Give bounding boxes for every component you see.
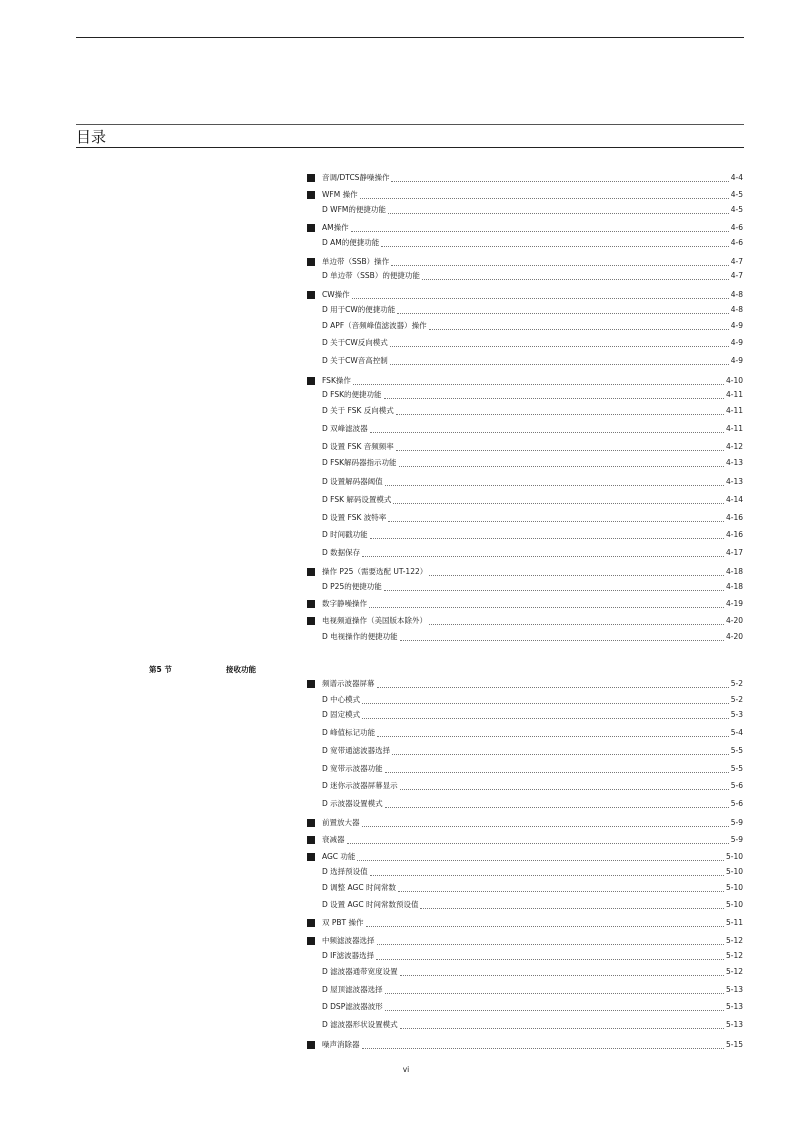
square-bullet-icon — [307, 819, 315, 827]
toc-sub-entry[interactable] — [322, 529, 743, 541]
toc-entry-page: 5-12 — [725, 951, 743, 960]
toc-sub-entry[interactable] — [322, 950, 743, 962]
toc-entry-page: 5-12 — [725, 967, 743, 976]
toc-sub-entry[interactable] — [322, 441, 743, 453]
dot-leader — [362, 556, 724, 557]
dot-leader — [400, 640, 724, 641]
toc-entry-label: D 时间戳功能 — [322, 530, 368, 539]
dot-leader — [362, 718, 729, 719]
toc-entry-page: 4-14 — [725, 495, 743, 504]
toc-entry-page: 4-9 — [730, 356, 743, 365]
toc-entry-label: D 迷你示波器屏幕显示 — [322, 781, 398, 790]
dot-leader — [370, 875, 724, 876]
toc-entry-label: D 宽带示波器功能 — [322, 764, 383, 773]
dot-leader — [422, 279, 729, 280]
square-bullet-icon — [307, 919, 315, 927]
section-number: 第5 节 — [149, 665, 172, 674]
toc-entry-page: 5-4 — [730, 728, 743, 737]
toc-entry-label: 双 PBT 操作 — [322, 918, 364, 927]
toc-entry-label: 数字静噪操作 — [322, 599, 367, 608]
toc-entry-page: 4-6 — [730, 238, 743, 247]
toc-entry-page: 4-18 — [725, 582, 743, 591]
toc-sub-entry[interactable] — [322, 512, 743, 524]
square-bullet-icon — [307, 680, 315, 688]
toc-main-entry[interactable] — [307, 615, 743, 627]
toc-entry-label: AGC 功能 — [322, 852, 356, 861]
dot-leader — [391, 265, 729, 266]
toc-entry-label: D 调整 AGC 时间常数 — [322, 883, 396, 892]
toc-entry-page: 4-4 — [730, 173, 743, 182]
toc-sub-entry[interactable] — [322, 798, 743, 810]
toc-entry-page: 4-7 — [730, 257, 743, 266]
toc-main-entry[interactable] — [307, 834, 743, 846]
toc-entry-page: 5-6 — [730, 799, 743, 808]
square-bullet-icon — [307, 191, 315, 199]
square-bullet-icon — [307, 174, 315, 182]
toc-sub-entry[interactable] — [322, 457, 743, 469]
toc-entry-label: 衰减器 — [322, 835, 345, 844]
square-bullet-icon — [307, 937, 315, 945]
page-title: 目录 — [76, 128, 107, 146]
toc-main-entry[interactable] — [307, 817, 743, 829]
toc-entry-label: D FSK的便捷功能 — [322, 390, 382, 399]
dot-leader — [400, 975, 724, 976]
toc-main-entry[interactable] — [307, 598, 743, 610]
toc-entry-page: 5-5 — [730, 746, 743, 755]
square-bullet-icon — [307, 377, 315, 385]
toc-entry-label: D 设置 AGC 时间常数预设值 — [322, 900, 419, 909]
toc-entry-page: 4-18 — [725, 567, 743, 576]
toc-entry-label: D 单边带（SSB）的便捷功能 — [322, 271, 420, 280]
toc-entry-label: D 设置 FSK 波特率 — [322, 513, 387, 522]
toc-entry-label: D DSP滤波器波形 — [322, 1002, 383, 1011]
toc-entry-page: 4-5 — [730, 205, 743, 214]
dot-leader — [400, 1028, 724, 1029]
toc-entry-page: 4-7 — [730, 271, 743, 280]
toc-main-entry[interactable] — [307, 917, 743, 929]
toc-sub-entry[interactable] — [322, 899, 743, 911]
toc-sub-entry[interactable] — [322, 494, 743, 506]
toc-entry-page: 4-16 — [725, 530, 743, 539]
toc-sub-entry[interactable] — [322, 581, 743, 593]
toc-entry-label: D 选择预设值 — [322, 867, 368, 876]
dot-leader — [385, 993, 724, 994]
toc-sub-entry[interactable] — [322, 709, 743, 721]
toc-entry-label: D 固定模式 — [322, 710, 361, 719]
toc-entry-label: CW操作 — [322, 290, 350, 299]
square-bullet-icon — [307, 617, 315, 625]
toc-main-entry[interactable] — [307, 375, 743, 387]
toc-entry-page: 5-15 — [725, 1040, 743, 1049]
dot-leader — [366, 926, 724, 927]
toc-sub-entry[interactable] — [322, 476, 743, 488]
toc-entry-page: 5-3 — [730, 710, 743, 719]
toc-entry-label: D 双峰滤波器 — [322, 424, 368, 433]
toc-main-entry[interactable] — [307, 189, 743, 201]
dot-leader — [429, 575, 724, 576]
toc-sub-entry[interactable] — [322, 270, 743, 282]
dot-leader — [396, 450, 724, 451]
toc-entry-label: D 用于CW的便捷功能 — [322, 305, 396, 314]
dot-leader — [352, 298, 729, 299]
dot-leader — [400, 789, 729, 790]
toc-entry-page: 4-12 — [725, 442, 743, 451]
dot-leader — [369, 607, 724, 608]
toc-entry-page: 4-6 — [730, 223, 743, 232]
dot-leader — [377, 736, 729, 737]
square-bullet-icon — [307, 1041, 315, 1049]
toc-sub-entry[interactable] — [322, 405, 743, 417]
toc-sub-entry[interactable] — [322, 389, 743, 401]
toc-main-entry[interactable] — [307, 566, 743, 578]
toc-main-entry[interactable] — [307, 289, 743, 301]
dot-leader — [396, 414, 724, 415]
dot-leader — [388, 521, 724, 522]
toc-entry-page: 5-10 — [725, 883, 743, 892]
toc-entry-label: 前置放大器 — [322, 818, 360, 827]
toc-main-entry[interactable] — [307, 851, 743, 863]
dot-leader — [385, 807, 729, 808]
toc-sub-entry[interactable] — [322, 966, 743, 978]
dot-leader — [377, 687, 729, 688]
toc-entry-label: D 滤波器通带宽度设置 — [322, 967, 398, 976]
dot-leader — [398, 891, 724, 892]
toc-entry-label: D 屋顶滤波器选择 — [322, 985, 383, 994]
toc-entry-page: 5-13 — [725, 1002, 743, 1011]
toc-main-entry[interactable] — [307, 1039, 743, 1051]
toc-sub-entry[interactable] — [322, 355, 743, 367]
toc-entry-page: 5-10 — [725, 900, 743, 909]
toc-entry-label: 电视频道操作（美国版本除外） — [322, 616, 427, 625]
toc-entry-label: D IF滤波器选择 — [322, 951, 375, 960]
dot-leader — [391, 181, 728, 182]
toc-entry-label: D 滤波器形状设置模式 — [322, 1020, 398, 1029]
toc-entry-label: 单边带（SSB）操作 — [322, 257, 390, 266]
toc-entry-page: 5-6 — [730, 781, 743, 790]
toc-entry-page: 5-11 — [725, 918, 743, 927]
toc-entry-label: D 设置 FSK 音频频率 — [322, 442, 394, 451]
dot-leader — [347, 843, 729, 844]
toc-sub-entry[interactable] — [322, 304, 743, 316]
toc-entry-label: D WFM的便捷功能 — [322, 205, 386, 214]
toc-entry-page: 4-10 — [725, 376, 743, 385]
dot-leader — [390, 364, 729, 365]
toc-entry-label: D P25的便捷功能 — [322, 582, 382, 591]
square-bullet-icon — [307, 568, 315, 576]
toc-entry-label: D 峰值标记功能 — [322, 728, 376, 737]
toc-entry-page: 5-10 — [725, 867, 743, 876]
toc-entry-page: 5-5 — [730, 764, 743, 773]
toc-entry-page: 4-9 — [730, 321, 743, 330]
toc-main-entry[interactable] — [307, 678, 743, 690]
toc-entry-label: D 关于 FSK 反向模式 — [322, 406, 394, 415]
toc-entry-page: 5-9 — [730, 818, 743, 827]
toc-sub-entry[interactable] — [322, 984, 743, 996]
toc-sub-entry[interactable] — [322, 320, 743, 332]
dot-leader — [390, 346, 729, 347]
toc-entry-label: D 电视操作的便捷功能 — [322, 632, 398, 641]
square-bullet-icon — [307, 853, 315, 861]
toc-entry-label: D FSK解码器指示功能 — [322, 458, 397, 467]
dot-leader — [420, 908, 723, 909]
toc-sub-entry[interactable] — [322, 763, 743, 775]
dot-leader — [377, 944, 724, 945]
toc-entry-page: 5-9 — [730, 835, 743, 844]
dot-leader — [362, 1048, 724, 1049]
square-bullet-icon — [307, 600, 315, 608]
section-name: 接收功能 — [226, 665, 256, 674]
toc-entry-label: AM操作 — [322, 223, 349, 232]
square-bullet-icon — [307, 291, 315, 299]
toc-entry-label: D APF（音频峰值滤波器）操作 — [322, 321, 427, 330]
toc-sub-entry[interactable] — [322, 237, 743, 249]
toc-entry-page: 4-5 — [730, 190, 743, 199]
toc-entry-label: 中频滤波器选择 — [322, 936, 375, 945]
dot-leader — [429, 624, 724, 625]
toc-entry-label: WFM 操作 — [322, 190, 358, 199]
toc-entry-page: 4-9 — [730, 338, 743, 347]
dot-leader — [362, 826, 729, 827]
toc-entry-label: 音调/DTCS静噪操作 — [322, 173, 390, 182]
toc-entry-page: 5-10 — [725, 852, 743, 861]
dot-leader — [351, 231, 729, 232]
toc-entry-label: D 关于CW音高控制 — [322, 356, 388, 365]
toc-entry-label: 操作 P25（需要选配 UT-122） — [322, 567, 428, 576]
footer-page-number: vi — [402, 1065, 410, 1074]
toc-main-entry[interactable] — [307, 935, 743, 947]
toc-sub-entry[interactable] — [322, 882, 743, 894]
toc-main-entry[interactable] — [307, 222, 743, 234]
toc-entry-page: 4-16 — [725, 513, 743, 522]
toc-sub-entry[interactable] — [322, 204, 743, 216]
toc-entry-label: 噪声消除器 — [322, 1040, 360, 1049]
toc-entry-label: D FSK 解码设置模式 — [322, 495, 392, 504]
toc-entry-label: D AM的便捷功能 — [322, 238, 380, 247]
toc-entry-page: 5-13 — [725, 1020, 743, 1029]
dot-leader — [370, 538, 724, 539]
toc-entry-page: 4-13 — [725, 477, 743, 486]
toc-sub-entry[interactable] — [322, 547, 743, 559]
dot-leader — [399, 466, 724, 467]
toc-entry-label: D 示波器设置模式 — [322, 799, 383, 808]
toc-sub-entry[interactable] — [322, 1019, 743, 1031]
toc-sub-entry[interactable] — [322, 423, 743, 435]
square-bullet-icon — [307, 224, 315, 232]
toc-entry-label: 频谱示波器屏幕 — [322, 679, 375, 688]
toc-entry-page: 4-8 — [730, 305, 743, 314]
toc-entry-page: 4-17 — [725, 548, 743, 557]
toc-entry-page: 4-8 — [730, 290, 743, 299]
toc-entry-label: D 关于CW反向模式 — [322, 338, 388, 347]
dot-leader — [388, 213, 729, 214]
dot-leader — [397, 313, 728, 314]
dot-leader — [353, 384, 724, 385]
toc-entry-page: 4-20 — [725, 632, 743, 641]
toc-entry-page: 5-2 — [730, 679, 743, 688]
dot-leader — [357, 860, 724, 861]
dot-leader — [376, 959, 724, 960]
toc-entry-page: 5-12 — [725, 936, 743, 945]
toc-sub-entry[interactable] — [322, 866, 743, 878]
toc-entry-page: 5-13 — [725, 985, 743, 994]
dot-leader — [384, 590, 724, 591]
toc-entry-page: 4-11 — [725, 390, 743, 399]
dot-leader — [385, 772, 729, 773]
dot-leader — [392, 754, 729, 755]
toc-sub-entry[interactable] — [322, 745, 743, 757]
dot-leader — [429, 329, 729, 330]
toc-sub-entry[interactable] — [322, 694, 743, 706]
toc-sub-entry[interactable] — [322, 780, 743, 792]
toc-entry-page: 4-20 — [725, 616, 743, 625]
toc-sub-entry[interactable] — [322, 631, 743, 643]
dot-leader — [360, 198, 729, 199]
dot-leader — [362, 703, 729, 704]
toc-entry-page: 4-19 — [725, 599, 743, 608]
dot-leader — [385, 1010, 724, 1011]
toc-entry-page: 5-2 — [730, 695, 743, 704]
toc-entry-page: 4-13 — [725, 458, 743, 467]
toc-entry-label: D 设置解码器阈值 — [322, 477, 383, 486]
toc-entry-label: D 宽带通滤波器选择 — [322, 746, 391, 755]
toc-main-entry[interactable] — [307, 256, 743, 268]
dot-leader — [381, 246, 728, 247]
square-bullet-icon — [307, 258, 315, 266]
toc-sub-entry[interactable] — [322, 727, 743, 739]
dot-leader — [393, 503, 724, 504]
toc-entry-page: 4-11 — [725, 424, 743, 433]
toc-entry-label: D 数据保存 — [322, 548, 361, 557]
toc-entry-label: D 中心模式 — [322, 695, 361, 704]
dot-leader — [370, 432, 724, 433]
dot-leader — [385, 485, 724, 486]
square-bullet-icon — [307, 836, 315, 844]
toc-sub-entry[interactable] — [322, 337, 743, 349]
toc-sub-entry[interactable] — [322, 1001, 743, 1013]
toc-entry-page: 4-11 — [725, 406, 743, 415]
toc-entry-label: FSK操作 — [322, 376, 351, 385]
toc-main-entry[interactable] — [307, 172, 743, 184]
dot-leader — [384, 398, 724, 399]
